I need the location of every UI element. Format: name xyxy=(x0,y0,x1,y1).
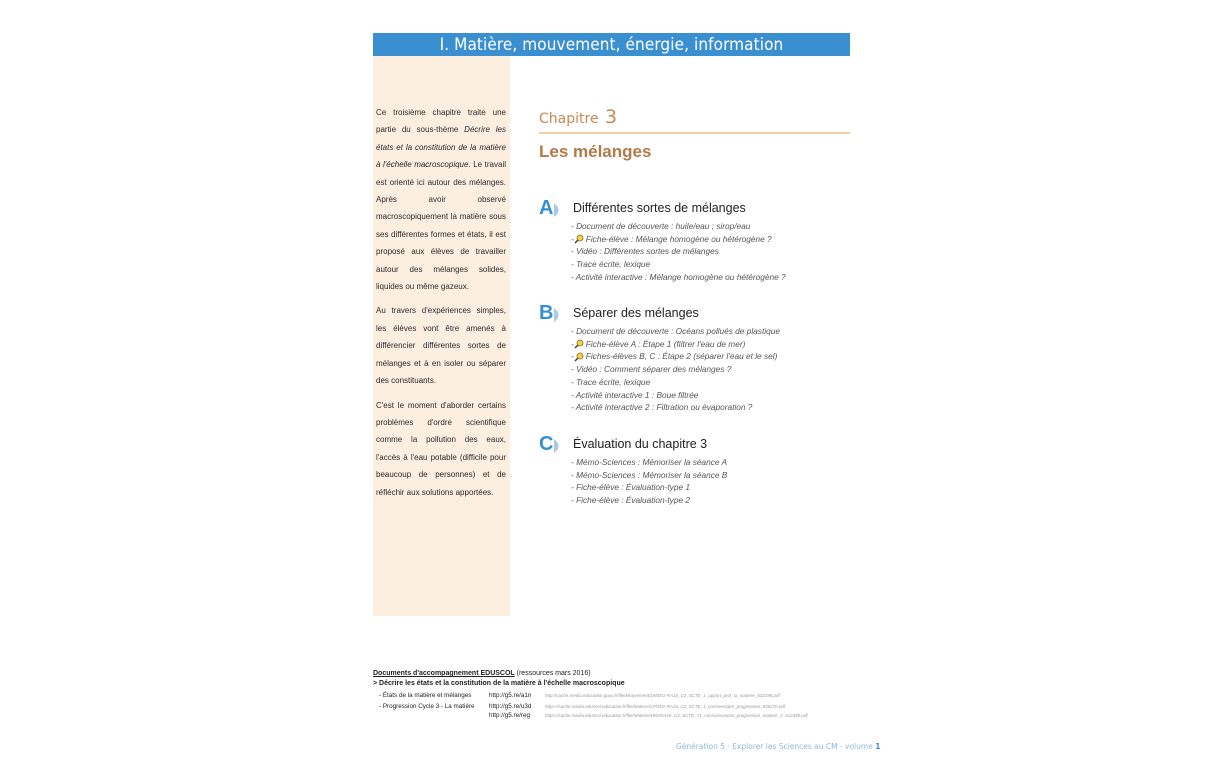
docs-subheading: > Décrire les états et la constitution de la matière à l'échelle macroscopique xyxy=(373,680,625,687)
section-title: Évaluation du chapitre 3 xyxy=(573,437,708,451)
doc-short-link[interactable]: http://g5.re/reg xyxy=(489,712,530,719)
chapter-divider xyxy=(539,132,850,134)
list-item xyxy=(571,338,780,351)
page-footer: Génération 5 · Explorer les Sciences au CM - volume 1 xyxy=(676,742,881,751)
eduscol-documents: Documents d'accompagnement EDUSCOL (ressources mars 2016) > Décrire les états et la constitution de la matière à l'échelle macroscopique - États de la matière et mélanges http://g5.re/a1n http://cache.media.education.gouv.fr/file/Mouvement/19/0/01-RA16_C3_SCTE_1_apport_prof_la_matiere_632198.pdf - Progression Cycle 3 - La matière http://g5.re/u3d https://cache.media.eduscol.education.fr/file/Matiere/27/0/02-RA16_C3_SCTE_1_commentaire_progression_635270.pdf http://g5.re/reg https://cache.media.eduscol.education.fr/file/Matiere/49/0/RA16_C3_SCTE_T1_connaissances_progression_matiere_2_612490.pdf xyxy=(373,670,853,687)
item-text: - Activité interactive : Mélange homogène ou hétérogène ? xyxy=(571,271,786,282)
intro-paragraph-2: Au travers d'expériences simples, les élèves vont être amenés à différencier différentes sortes de mélanges et à en isoler ou séparer des constituants. xyxy=(376,306,506,386)
item-text: - Document de découverte : Océans pollués de plastique xyxy=(571,326,780,336)
item-text: - Fiche-élève : Évaluation-type 2 xyxy=(571,495,690,506)
chapter-title: Les mélanges xyxy=(539,142,652,161)
list-item xyxy=(571,401,780,414)
intro-text xyxy=(376,104,506,508)
list-item xyxy=(571,494,727,507)
item-text: - Activité interactive 1 : Boue filtrée xyxy=(571,389,699,400)
list-item xyxy=(571,363,780,376)
list-item xyxy=(571,233,786,246)
item-text: - Vidéo : Comment séparer des mélanges ? xyxy=(571,364,732,375)
item-text: - Vidéo : Différentes sortes de mélanges xyxy=(571,246,719,257)
magnifier-icon xyxy=(574,352,584,362)
item-text: - Trace écrite, lexique xyxy=(571,259,651,270)
section-letter: A xyxy=(539,197,554,219)
section-letter: C xyxy=(539,433,554,455)
doc-long-link[interactable]: http://cache.media.education.gouv.fr/file/Mouvement/19/0/01-RA16_C3_SCTE_1_apport_prof_la_matiere_632198.pdf xyxy=(545,693,780,698)
item-text: - Document de découverte : huile/eau ; sirop/eau xyxy=(571,221,751,231)
chapter-label: Chapitre 3 xyxy=(539,106,618,128)
chapter-number: 3 xyxy=(605,106,618,128)
banner-title: I. Matière, mouvement, énergie, information xyxy=(439,34,784,55)
list-item xyxy=(571,469,727,482)
doc-short-link[interactable]: http://g5.re/a1n xyxy=(489,692,532,699)
item-text: Fiches-élèves B, C : Étape 2 (séparer l'eau et le sel) xyxy=(585,351,778,362)
magnifier-icon xyxy=(574,234,584,244)
doc-long-link[interactable]: https://cache.media.eduscol.education.fr/file/Matiere/27/0/02-RA16_C3_SCTE_1_commentaire_progression_635270.pdf xyxy=(545,704,786,709)
section-items xyxy=(571,456,727,507)
list-item xyxy=(571,456,727,469)
arrow-icon xyxy=(553,308,563,322)
list-item xyxy=(571,245,786,258)
section-title: Différentes sortes de mélanges xyxy=(573,201,746,215)
arrow-icon xyxy=(553,439,563,453)
item-text: Fiche-élève A : Étape 1 (filtrer l'eau de mer) xyxy=(585,338,746,349)
item-prefix: - xyxy=(571,338,574,349)
docs-heading-link[interactable]: Documents d'accompagnement EDUSCOL xyxy=(373,670,515,677)
list-item xyxy=(571,350,780,363)
item-text: - Activité interactive 2 : Filtration ou évaporation ? xyxy=(571,402,753,413)
list-item xyxy=(571,389,780,402)
section-items xyxy=(571,220,786,284)
list-item xyxy=(571,258,786,271)
list-item xyxy=(571,325,780,338)
arrow-icon xyxy=(553,203,563,217)
item-text: - Trace écrite, lexique xyxy=(571,376,651,387)
section-items xyxy=(571,325,780,414)
section-letter: B xyxy=(539,302,554,324)
item-prefix: - xyxy=(571,351,574,362)
section-banner xyxy=(373,33,850,56)
list-item xyxy=(571,271,786,284)
item-text: Fiche-élève : Mélange homogène ou hétérogène ? xyxy=(585,233,772,244)
list-item xyxy=(571,481,727,494)
item-prefix: - xyxy=(571,233,574,244)
footer-volume: 1 xyxy=(875,742,881,751)
doc-long-link[interactable]: https://cache.media.eduscol.education.fr/file/Matiere/49/0/RA16_C3_SCTE_T1_connaissances_progression_matiere_2_612490.pdf xyxy=(545,713,808,718)
list-item xyxy=(571,376,780,389)
list-item xyxy=(571,220,786,233)
magnifier-icon xyxy=(574,339,584,349)
doc-short-link[interactable]: http://g5.re/u3d xyxy=(489,703,532,710)
intro-paragraph-3: C'est le moment d'aborder certains problèmes d'ordre scientifique comme la pollution des eaux, l'accès à l'eau potable (difficile pour beaucoup de personnes) et de réfléchir aux solutions apportées. xyxy=(376,400,506,497)
item-text: - Mémo-Sciences : Mémoriser la séance B xyxy=(571,469,728,480)
item-text: - Fiche-élève : Évaluation-type 1 xyxy=(571,482,690,493)
docs-heading: Documents d'accompagnement EDUSCOL (ressources mars 2016) xyxy=(373,670,591,677)
section-title: Séparer des mélanges xyxy=(573,306,699,320)
item-text: - Mémo-Sciences : Mémoriser la séance A xyxy=(571,457,727,467)
intro-paragraph-1: Ce troisième chapitre traite une partie du sous-thème Décrire les états et la constitution de la matière à l'échelle macroscopique. Le travail est orienté ici autour des mélanges. Après avoir observé macroscopiquement la matière sous ses différentes formes et états, il est proposé aux élèves de travailler autour des mélanges solides, liquides ou même gazeux. xyxy=(376,108,506,292)
